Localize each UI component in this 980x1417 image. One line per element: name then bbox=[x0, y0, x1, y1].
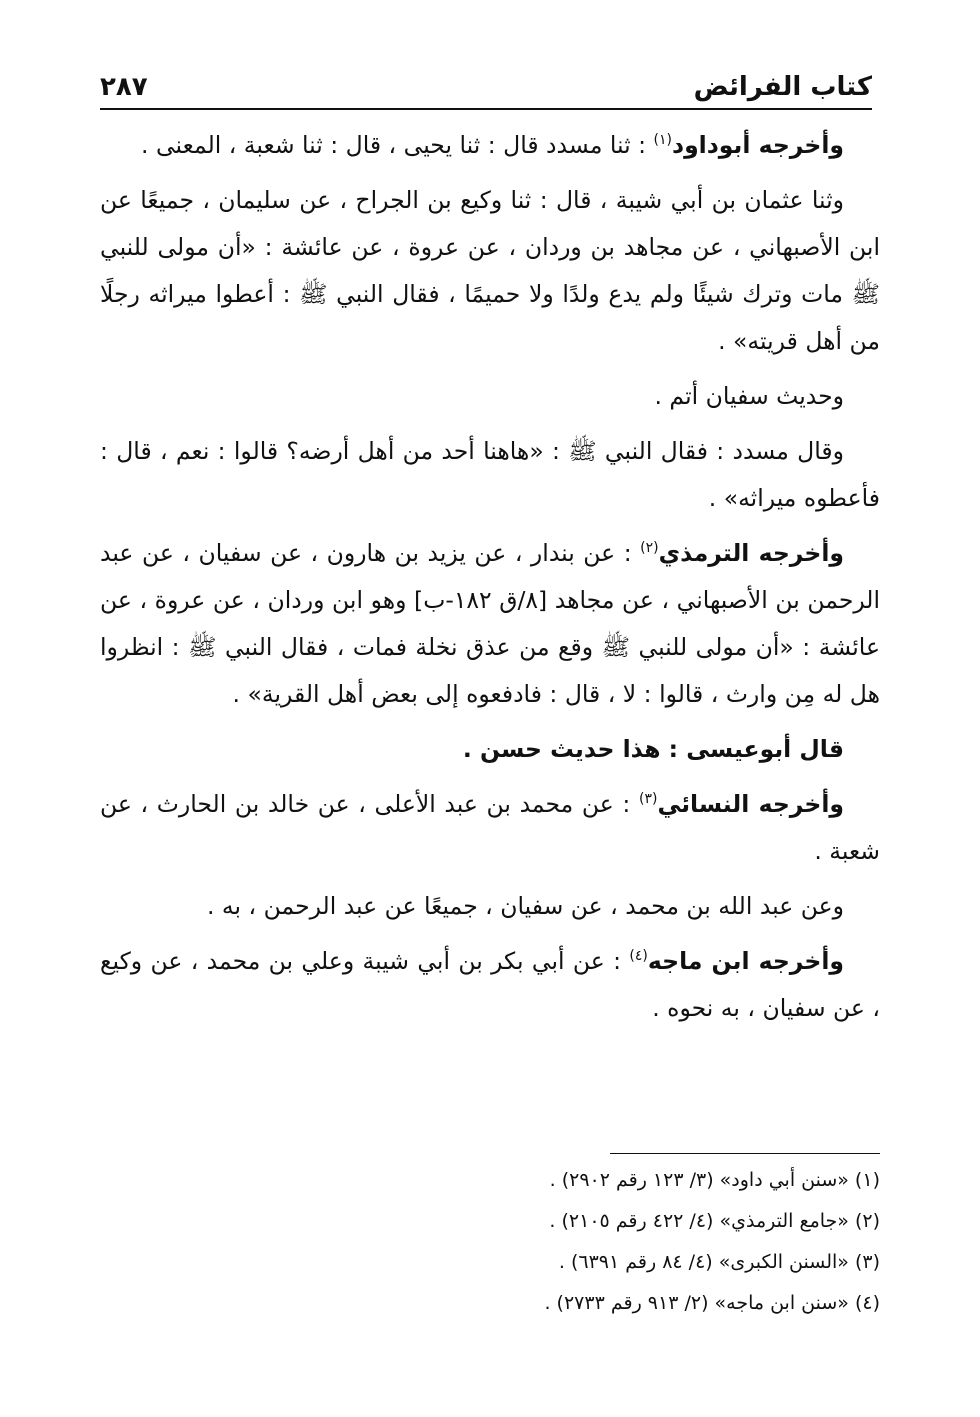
footnote-3: (٣) «السنن الكبرى» (٤/ ٨٤ رقم ٦٣٩١) . bbox=[558, 1251, 880, 1273]
footnote-ref: (١) bbox=[653, 132, 673, 149]
footnote-ref: (٢) bbox=[640, 540, 659, 557]
paragraph-ibnmajah bbox=[100, 938, 880, 1032]
footnote-1: (١) «سنن أبي داود» (٣/ ١٢٣ رقم ٢٩٠٢) . bbox=[549, 1169, 880, 1191]
paragraph-text: : ثنا مسدد قال : ثنا يحيى ، قال : ثنا شعبة ، المعنى . bbox=[141, 131, 654, 159]
paragraph-text: : عن محمد بن عبد الأعلى ، عن خالد بن الحارث ، عن شعبة . bbox=[100, 790, 880, 865]
paragraph-nasai bbox=[100, 781, 880, 875]
footnote-2: (٢) «جامع الترمذي» (٤/ ٤٢٢ رقم ٢١٠٥) . bbox=[549, 1210, 880, 1232]
source-label: وأخرجه النسائي bbox=[657, 790, 844, 818]
footnote-divider bbox=[610, 1153, 880, 1154]
paragraph-sufyan: وحديث سفيان أتم . bbox=[654, 382, 844, 410]
source-label: وأخرجه الترمذي bbox=[658, 539, 844, 567]
paragraph-abdullah: وعن عبد الله بن محمد ، عن سفيان ، جميعًا عن عبد الرحمن ، به . bbox=[206, 892, 844, 920]
running-header bbox=[100, 58, 872, 110]
main-text bbox=[100, 122, 880, 1040]
paragraph-text: : عن أبي بكر بن أبي شيبة وعلي بن محمد ، عن وكيع ، عن سفيان ، به نحوه . bbox=[100, 947, 880, 1022]
paragraph-abudawud bbox=[100, 122, 880, 169]
paragraph-tirmidhi bbox=[100, 530, 880, 718]
footnote-ref: (٤) bbox=[629, 948, 648, 965]
paragraph-abuisa: قال أبوعيسى : هذا حديث حسن . bbox=[462, 735, 844, 763]
source-label: وأخرجه أبوداود bbox=[672, 131, 844, 159]
footnote-ref: (٣) bbox=[638, 791, 658, 808]
source-label: وأخرجه ابن ماجه bbox=[647, 947, 844, 975]
footnotes bbox=[100, 1160, 880, 1324]
page-number: ٢٨٧ bbox=[100, 72, 148, 102]
paragraph-musaddad: وقال مسدد : فقال النبي ﷺ : «هاهنا أحد من أهل أرضه؟ قالوا : نعم ، قال : فأعطوه ميراثه» . bbox=[100, 437, 880, 512]
footnote-4: (٤) «سنن ابن ماجه» (٢/ ٩١٣ رقم ٢٧٣٣) . bbox=[544, 1292, 880, 1314]
paragraph-text: : عن بندار ، عن يزيد بن هارون ، عن سفيان ، عن عبد الرحمن بن الأصبهاني ، عن مجاهد [٨/ق ١٨٢-ب] وهو ابن وردان ، عن عروة ، عن عائشة : «أن مولى للنبي ﷺ وقع من عذق نخلة فمات ، فقال النبي ﷺ : انظروا هل له مِن وارث ، قالوا : لا ، قال : فادفعوه إلى بعض أهل القرية» . bbox=[100, 539, 880, 708]
chapter-title: كتاب الفرائض bbox=[693, 72, 872, 102]
paragraph-uthman: وثنا عثمان بن أبي شيبة ، قال : ثنا وكيع بن الجراح ، عن سليمان ، جميعًا عن ابن الأصبهاني ، عن مجاهد بن وردان ، عن عروة ، عن عائشة : «أن مولى للنبي ﷺ مات وترك شيئًا ولم يدع ولدًا ولا حميمًا ، فقال النبي ﷺ : أعطوا ميراثه رجلًا من أهل قريته» . bbox=[100, 186, 880, 355]
